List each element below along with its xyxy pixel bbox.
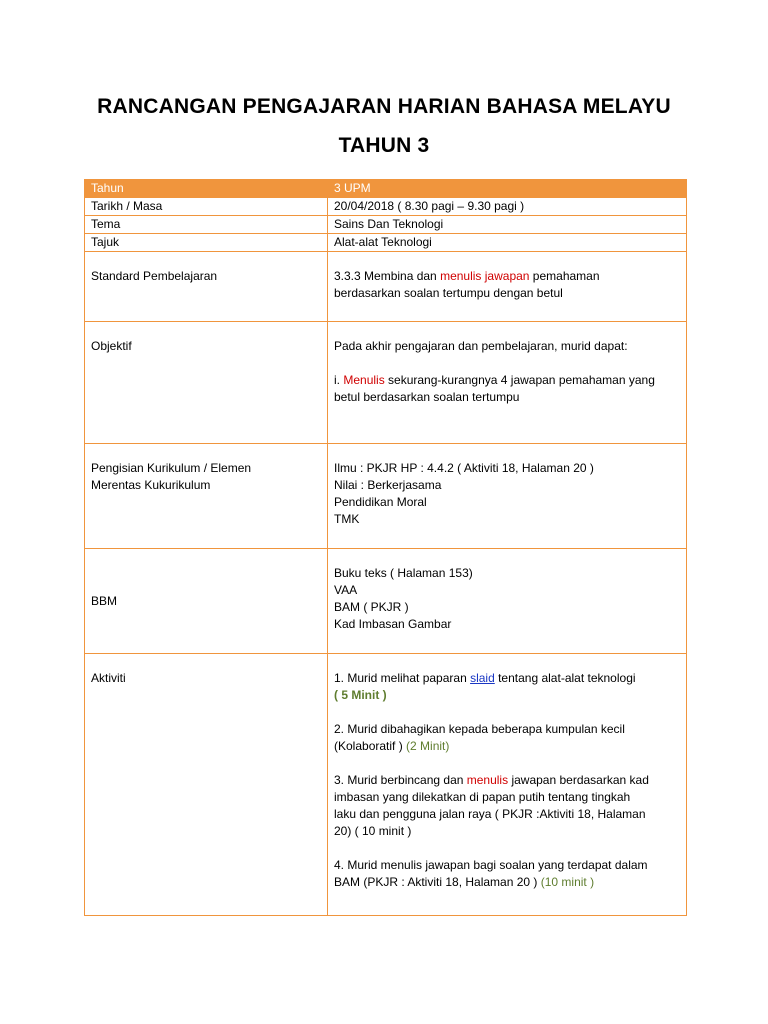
label-tema: Tema — [85, 216, 328, 234]
page-title: RANCANGAN PENGAJARAN HARIAN BAHASA MELAYU — [97, 95, 671, 118]
slaid-link[interactable]: slaid — [470, 671, 495, 685]
value-tarikh: 20/04/2018 ( 8.30 pagi – 9.30 pagi ) — [328, 198, 687, 216]
value-tajuk: Alat-alat Teknologi — [328, 234, 687, 252]
lesson-plan-table — [84, 179, 687, 916]
value-pengisian: Ilmu : PKJR HP : 4.4.2 ( Aktiviti 18, Halaman 20 ) Nilai : Berkerjasama Pendidikan Moral TMK — [328, 444, 687, 549]
label-standard: Standard Pembelajaran — [85, 252, 328, 322]
row-standard — [85, 252, 687, 322]
row-tema — [85, 216, 687, 234]
value-objektif: Pada akhir pengajaran dan pembelajaran, murid dapat: i. Menulis sekurang-kurangnya 4 jawapan pemahaman yang betul berdasarkan soalan tertumpu — [328, 322, 687, 444]
row-bbm — [85, 549, 687, 654]
row-aktiviti — [85, 654, 687, 916]
label-tajuk: Tajuk — [85, 234, 328, 252]
highlight-text: Menulis — [343, 373, 385, 387]
row-pengisian — [85, 444, 687, 549]
highlight-text: menulis — [466, 773, 509, 787]
value-standard: 3.3.3 Membina dan menulis jawapan pemahaman berdasarkan soalan tertumpu dengan betul — [328, 252, 687, 322]
row-objektif — [85, 322, 687, 444]
highlight-text: menulis jawapan — [440, 269, 530, 283]
label-aktiviti: Aktiviti — [85, 654, 328, 916]
label-tarikh: Tarikh / Masa — [85, 198, 328, 216]
label-bbm: BBM — [85, 549, 328, 654]
page-subtitle: TAHUN 3 — [338, 134, 430, 157]
value-bbm: Buku teks ( Halaman 153) VAA BAM ( PKJR ) Kad Imbasan Gambar — [328, 549, 687, 654]
value-aktiviti: 1. Murid melihat paparan slaid tentang alat-alat teknologi ( 5 Minit ) 2. Murid dibahagikan kepada beberapa kumpulan kecil (Kolaboratif ) (2 Minit) 3. Murid berbincang dan menulis jawapan berdasarkan kad imbasan yang dilekatkan di papan putih tentang tingkah laku dan pengguna jalan raya ( PKJR :Aktiviti 18, Halaman 20) ( 10 minit ) 4. Murid menulis jawapan bagi soalan yang terdapat dalam BAM (PKJR : Aktiviti 18, Halaman 20 ) (10 minit ) — [328, 654, 687, 916]
label-tahun: Tahun — [85, 180, 328, 198]
row-tahun — [85, 180, 687, 198]
value-tema: Sains Dan Teknologi — [328, 216, 687, 234]
row-tarikh — [85, 198, 687, 216]
row-tajuk — [85, 234, 687, 252]
label-objektif: Objektif — [85, 322, 328, 444]
value-tahun: 3 UPM — [328, 180, 687, 198]
label-pengisian: Pengisian Kurikulum / Elemen Merentas Kukurikulum — [85, 444, 328, 549]
